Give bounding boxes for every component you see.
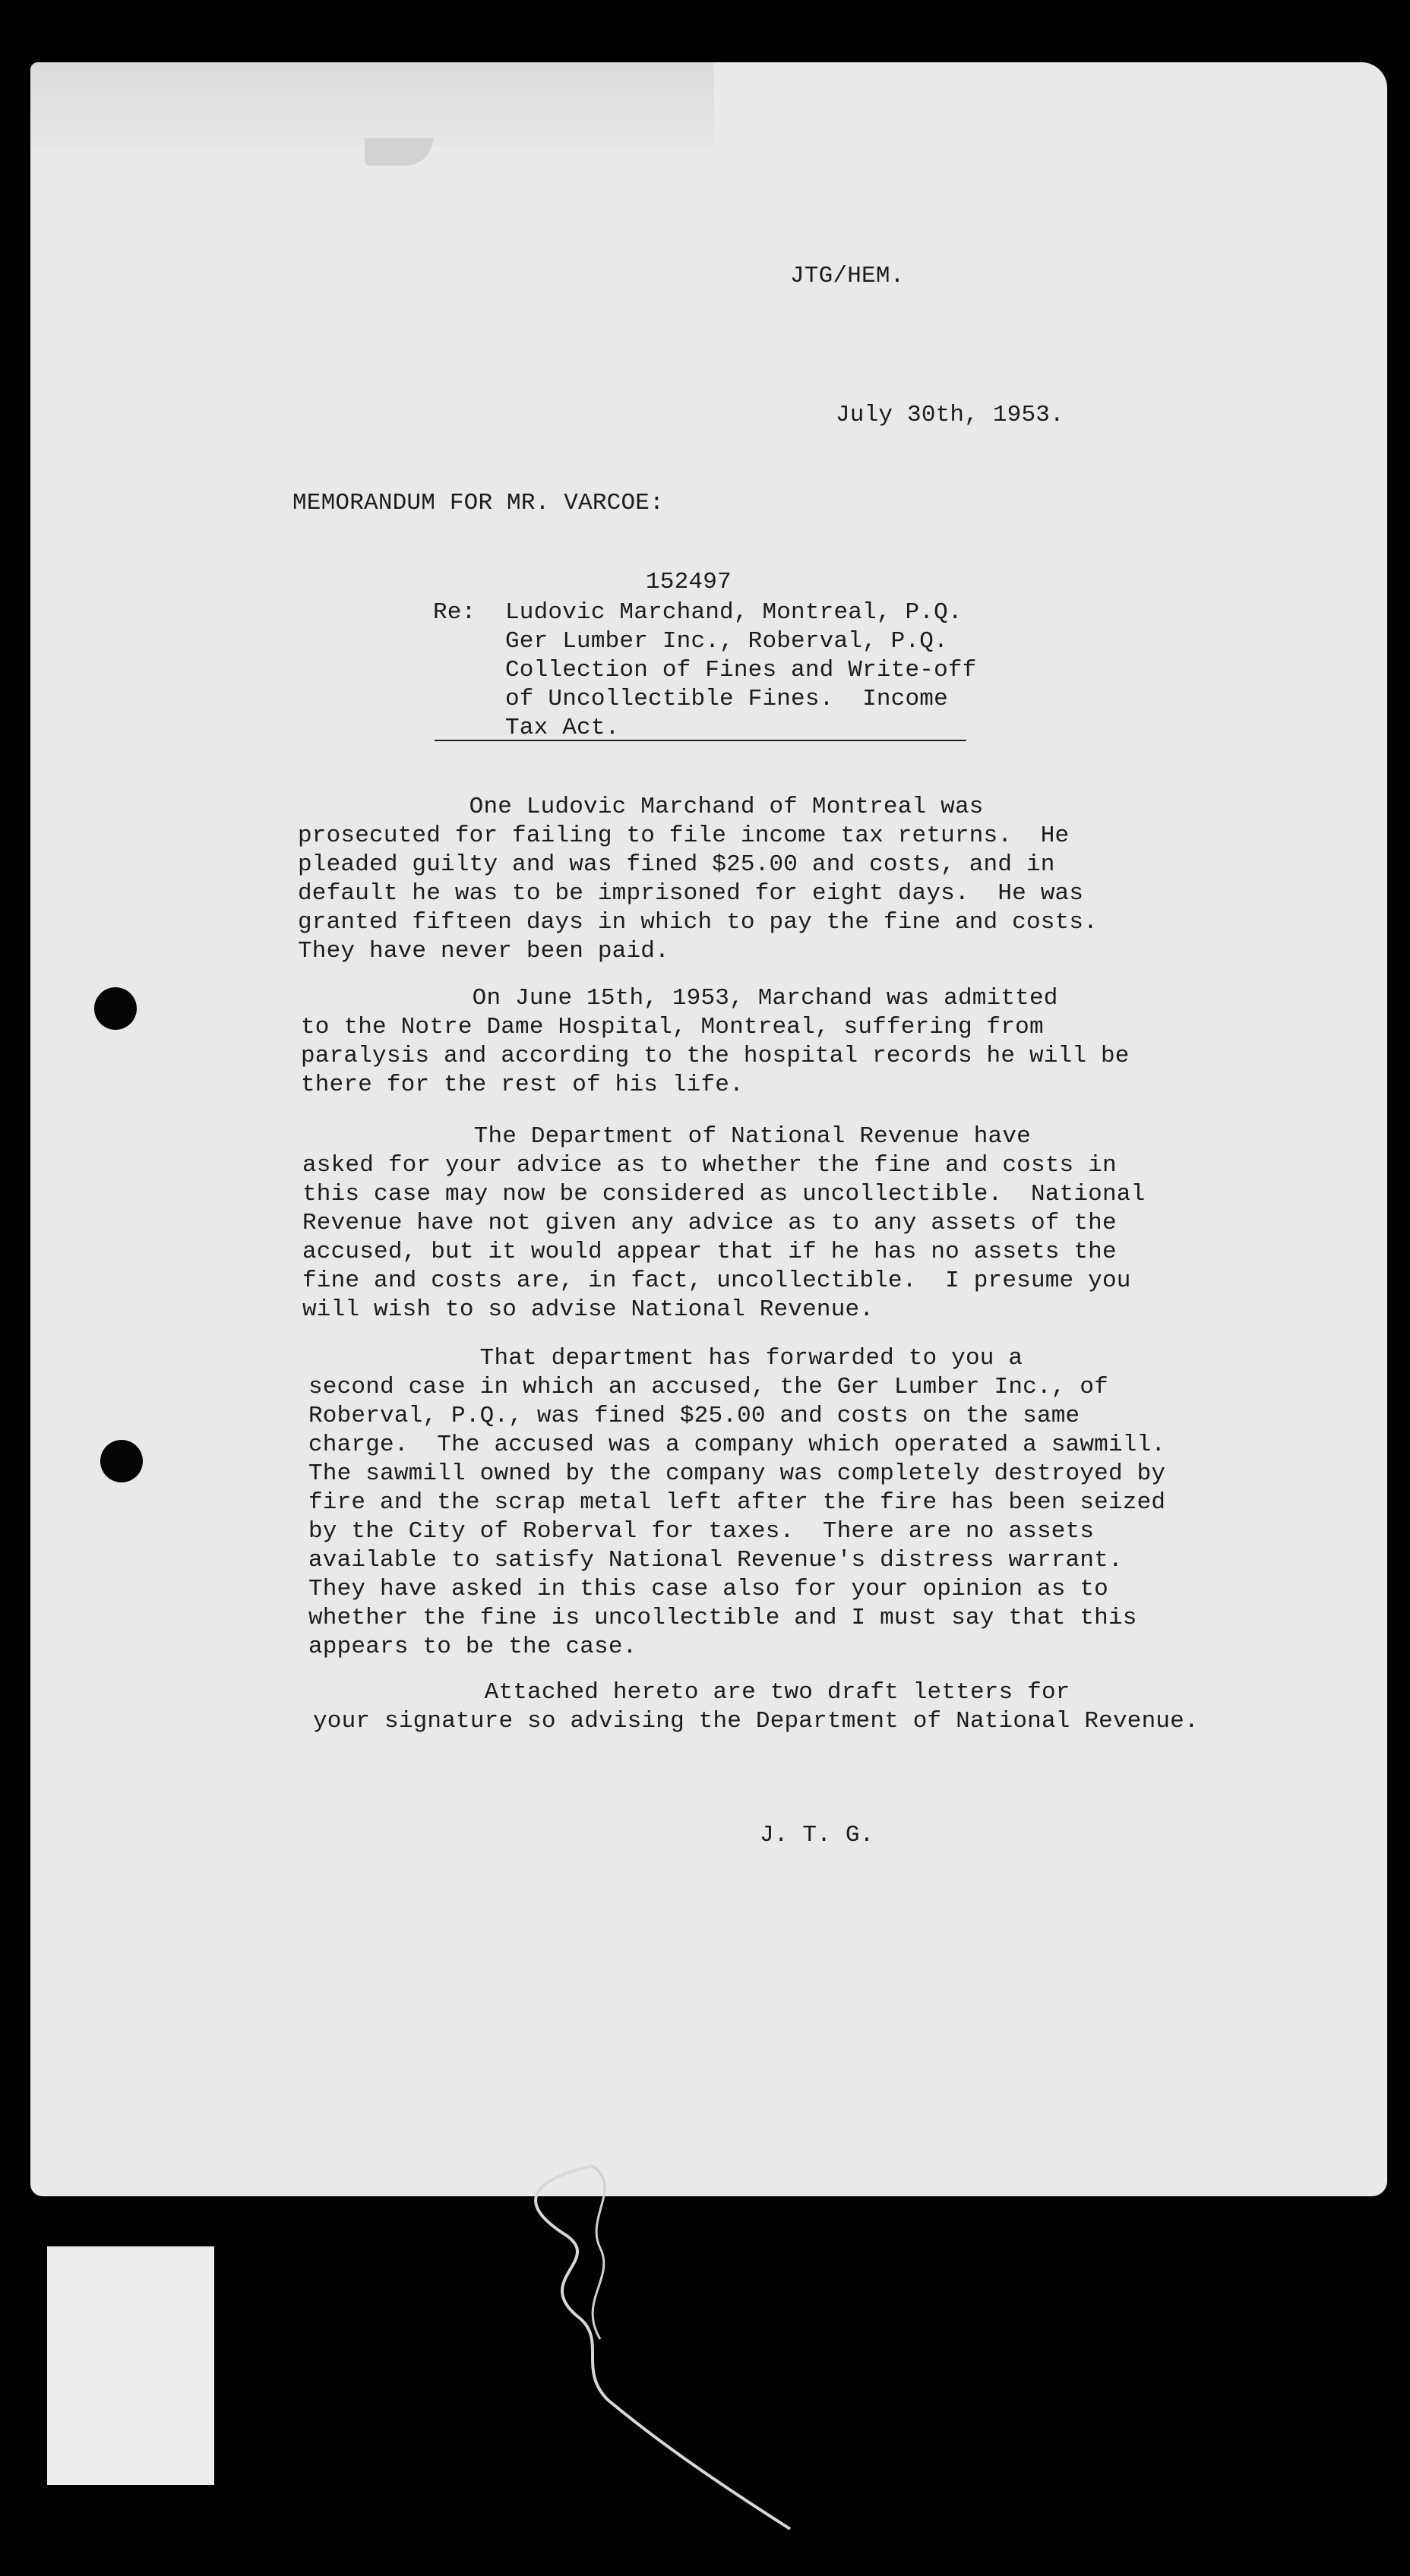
re-line-2: Ger Lumber Inc., Roberval, P.Q. (505, 628, 948, 655)
paragraph-line: fire and the scrap metal left after the fire has been seized (308, 1489, 1166, 1516)
paragraph-line: paralysis and according to the hospital records he will be (301, 1043, 1130, 1069)
re-line-3: Collection of Fines and Write-off (505, 657, 977, 683)
file-number: 152497 (646, 569, 732, 595)
paragraph-line: accused, but it would appear that if he has no assets the (302, 1239, 1117, 1265)
paragraph-line: They have never been paid. (298, 938, 669, 964)
re-label: Re: (433, 599, 476, 626)
paragraph-line: Roberval, P.Q., was fined $25.00 and costs on the same (308, 1403, 1080, 1429)
paragraph-line: whether the fine is uncollectible and I must say that this (308, 1605, 1137, 1631)
paragraph-line: One Ludovic Marchand of Montreal was (298, 794, 984, 820)
paragraph-line: Revenue have not given any advice as to any assets of the (302, 1210, 1117, 1236)
paragraph-line: by the City of Roberval for taxes. There are no assets (308, 1518, 1095, 1545)
paragraph-line: prosecuted for failing to file income tax returns. He (298, 822, 1070, 849)
paragraph-line: The sawmill owned by the company was completely destroyed by (308, 1460, 1166, 1487)
paragraph-line: will wish to so advise National Revenue. (302, 1296, 874, 1323)
signature-initials: J. T. G. (760, 1822, 874, 1848)
paragraph-line: second case in which an accused, the Ger Lumber Inc., of (308, 1374, 1108, 1400)
paragraph-line: appears to be the case. (308, 1634, 637, 1660)
paragraph-line: asked for your advice as to whether the fine and costs in (302, 1152, 1117, 1179)
re-line-1: Ludovic Marchand, Montreal, P.Q. (505, 599, 963, 626)
paragraph-line: this case may now be considered as uncollectible. National (302, 1181, 1146, 1208)
paragraph-line: granted fifteen days in which to pay the fine and costs. (298, 909, 1098, 936)
paragraph-line: your signature so advising the Department of National Revenue. (313, 1708, 1199, 1735)
paragraph-line: The Department of National Revenue have (302, 1123, 1031, 1150)
memo-date: July 30th, 1953. (836, 402, 1064, 428)
reference-initials: JTG/HEM. (790, 263, 905, 289)
paragraph-line: That department has forwarded to you a (308, 1345, 1023, 1372)
memo-addressee: MEMORANDUM FOR MR. VARCOE: (292, 490, 664, 516)
paragraph-line: charge. The accused was a company which operated a sawmill. (308, 1432, 1166, 1458)
paragraph-line: available to satisfy National Revenue's distress warrant. (308, 1547, 1123, 1574)
re-line-4: of Uncollectible Fines. Income (505, 686, 948, 712)
paragraph-line: Attached hereto are two draft letters for (313, 1679, 1070, 1706)
paragraph-line: to the Notre Dame Hospital, Montreal, suffering from (301, 1014, 1044, 1040)
paragraph-line: there for the rest of his life. (301, 1072, 744, 1098)
paragraph-line: They have asked in this case also for your opinion as to (308, 1576, 1108, 1602)
paragraph-line: default he was to be imprisoned for eight days. He was (298, 880, 1084, 907)
re-line-5: Tax Act. (505, 715, 620, 741)
paragraph-line: fine and costs are, in fact, uncollectible. I presume you (302, 1267, 1131, 1294)
paragraph-line: On June 15th, 1953, Marchand was admitted (301, 985, 1058, 1012)
paragraph-line: pleaded guilty and was fined $25.00 and costs, and in (298, 851, 1055, 878)
